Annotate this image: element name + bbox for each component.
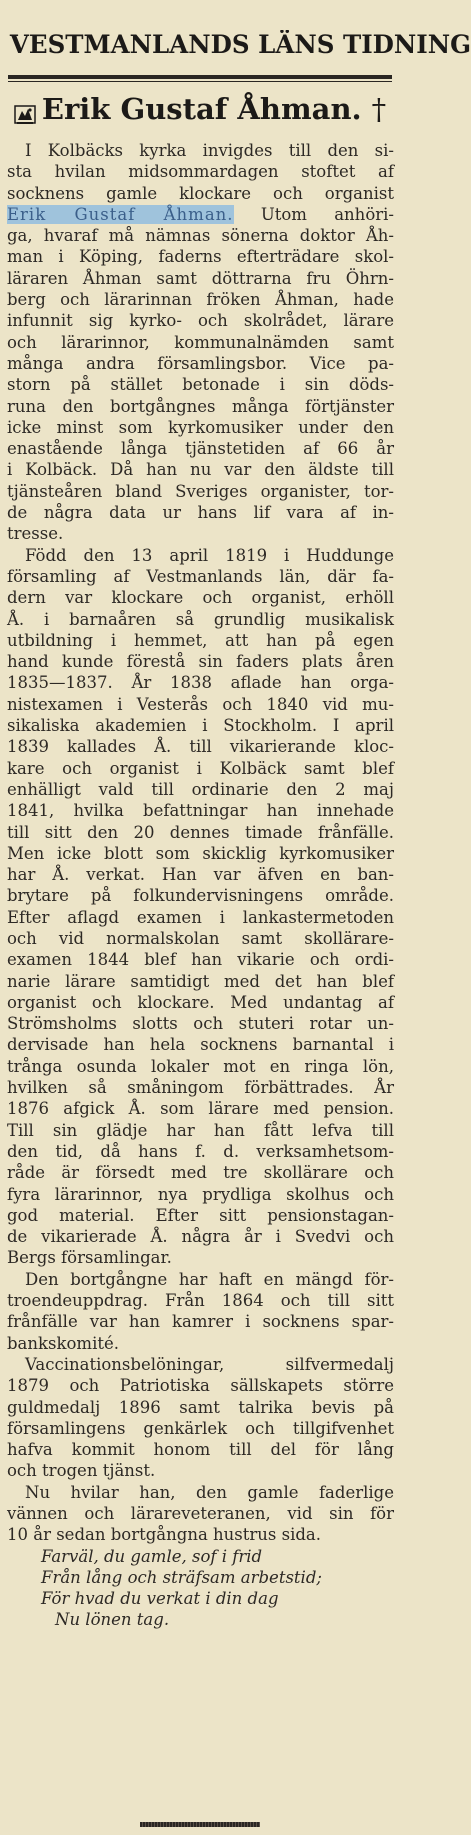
- text-line: församling af Vestmanlands län, där fa-: [7, 566, 394, 586]
- text-line: troendeuppdrag. Från 1864 och till sitt: [7, 1291, 394, 1311]
- text-line: Farväl, du gamle, sof i frid: [41, 1546, 263, 1566]
- text-line: trånga osunda lokaler mot en ringa lön,: [7, 1056, 394, 1076]
- text-line: och lärarinnor, kommunalnämden samt: [7, 332, 394, 352]
- text-line: infunnit sig kyrko- och skolrådet, lärare: [7, 311, 394, 331]
- text-line: runa den bortgångnes många förtjänster: [7, 396, 394, 416]
- text-line: Å. i barnaåren så grundlig musikalisk: [7, 609, 394, 629]
- text-line: kare och organist i Kolbäck samt blef: [7, 758, 394, 778]
- text-line: Erik Gustaf Åhman. Utom anhöri-: [7, 204, 394, 224]
- text-line: församlingens genkärlek och tillgifvenhet: [7, 1418, 394, 1438]
- text-line: bankskomité.: [7, 1333, 119, 1353]
- text-line: hvilken så småningom förbättrades. År: [7, 1078, 394, 1098]
- text-line: organist och klockare. Med undantag af: [7, 992, 394, 1012]
- text-line: 1841, hvilka befattningar han innehade: [7, 801, 394, 821]
- text-line: brytare på folkundervisningens område.: [7, 886, 394, 906]
- text-line: Den bortgångne har haft en mängd för-: [25, 1269, 394, 1289]
- text-line: 1879 och Patriotiska sällskapets större: [7, 1376, 394, 1396]
- text-line: de några data ur hans lif vara af in-: [7, 503, 394, 523]
- text-line: Nu hvilar han, den gamle faderlige: [25, 1482, 394, 1502]
- text-line: 1835—1837. År 1838 aflade han orga-: [7, 673, 394, 693]
- text-line: till sitt den 20 dennes timade frånfälle.: [7, 822, 394, 842]
- headline-title: Erik Gustaf Åhman.: [41, 92, 362, 126]
- text-line: dervisade han hela socknens barnantal i: [7, 1035, 394, 1055]
- text-line: sta hvilan midsommardagen stoftet af: [7, 162, 394, 182]
- text-line: utbildning i hemmet, att han på egen: [7, 630, 394, 650]
- text-line: I Kolbäcks kyrka invigdes till den si-: [25, 141, 394, 160]
- text-line: har Å. verkat. Han var äfven en ban-: [7, 865, 394, 885]
- text-line: många andra församlingsbor. Vice pa-: [7, 353, 394, 373]
- text-line: 1839 kallades Å. till vikarierande kloc-: [7, 737, 394, 757]
- masthead-rule-thick: [8, 75, 392, 79]
- text-line: berg och lärarinnan fröken Åhman, hade: [7, 290, 394, 310]
- text-line: narie lärare samtidigt med det han blef: [7, 971, 394, 991]
- text-line: läraren Åhman samt döttrarna fru Öhrn-: [7, 268, 394, 288]
- text-line: Vaccinationsbelöningar, silfvermedalj: [25, 1354, 394, 1374]
- text-line: de vikarierade Å. några år i Svedvi och: [7, 1227, 394, 1247]
- text-line: i Kolbäck. Då han nu var den äldste till: [7, 460, 394, 480]
- text-line: ga, hvaraf må nämnas sönerna doktor Åh-: [7, 226, 394, 246]
- text-line: fyra lärarinnor, nya prydliga skolhus och: [7, 1184, 394, 1204]
- text-line: 10 år sedan bortgångna hustrus sida.: [7, 1525, 321, 1545]
- text-line: frånfälle var han kamrer i socknens spar-: [7, 1312, 394, 1332]
- text-line: 1876 afgick Å. som lärare med pension.: [7, 1099, 394, 1119]
- text-line: Efter aflagd examen i lankastermetoden: [7, 907, 394, 927]
- text-line: Bergs församlingar.: [7, 1248, 172, 1268]
- text-line: sikaliska akademien i Stockholm. I april: [7, 716, 394, 736]
- text-line: Till sin glädje har han fått lefva till: [7, 1120, 394, 1140]
- ornament-icon: [14, 98, 36, 120]
- text-line: nistexamen i Vesterås och 1840 vid mu-: [7, 694, 394, 714]
- text-line: tjänsteåren bland Sveriges organister, tor-: [7, 481, 394, 501]
- text-line: Men icke blott som skicklig kyrkomusiker: [7, 843, 394, 863]
- text-line: Nu lönen tag.: [55, 1610, 170, 1630]
- text-line: tresse.: [7, 524, 64, 544]
- text-line: Strömsholms slotts och stuteri rotar un-: [7, 1014, 394, 1034]
- text-line: examen 1844 blef han vikarie och ordi-: [7, 950, 394, 970]
- bottom-rule: [140, 1822, 260, 1827]
- text-line: socknens gamle klockare och organist: [7, 183, 394, 203]
- obituary-body: [7, 140, 394, 1631]
- text-line: god material. Efter sitt pensionstagan-: [7, 1205, 394, 1225]
- text-line: och vid normalskolan samt skollärare-: [7, 928, 394, 948]
- text-line: hafva kommit honom till del för lång: [7, 1440, 394, 1460]
- highlighted-name: Erik Gustaf Åhman.: [7, 204, 234, 224]
- text-line: guldmedalj 1896 samt talrika bevis på: [7, 1397, 394, 1417]
- text-line: vännen och lärareveteranen, vid sin för: [7, 1504, 394, 1523]
- text-line: icke minst som kyrkomusiker under den: [7, 417, 394, 437]
- text-line: storn på stället betonade i sin döds-: [7, 375, 394, 395]
- text-line: hand kunde förestå sin faders plats åren: [7, 652, 394, 672]
- text-line: dern var klockare och organist, erhöll: [7, 588, 394, 608]
- text-line: råde är försedt med tre skollärare och: [7, 1163, 394, 1183]
- newspaper-masthead: VESTMANLANDS LÄNS TIDNING: [9, 30, 471, 59]
- cross-symbol: †: [371, 92, 387, 126]
- masthead-rule-thin: [8, 81, 392, 82]
- text-line: Från lång och sträfsam arbetstid;: [41, 1567, 322, 1587]
- obituary-headline: [8, 92, 392, 126]
- text-line: och trogen tjänst.: [7, 1461, 156, 1481]
- text-line: enhälligt vald till ordinarie den 2 maj: [7, 779, 394, 799]
- text-line: man i Köping, faderns efterträdare skol-: [7, 247, 394, 267]
- text-line: enastående långa tjänstetiden af 66 år: [7, 439, 394, 459]
- text-line: Född den 13 april 1819 i Huddunge: [25, 545, 394, 565]
- text-line: För hvad du verkat i din dag: [41, 1589, 279, 1609]
- text-line: den tid, då hans f. d. verksamhetsom-: [7, 1141, 394, 1161]
